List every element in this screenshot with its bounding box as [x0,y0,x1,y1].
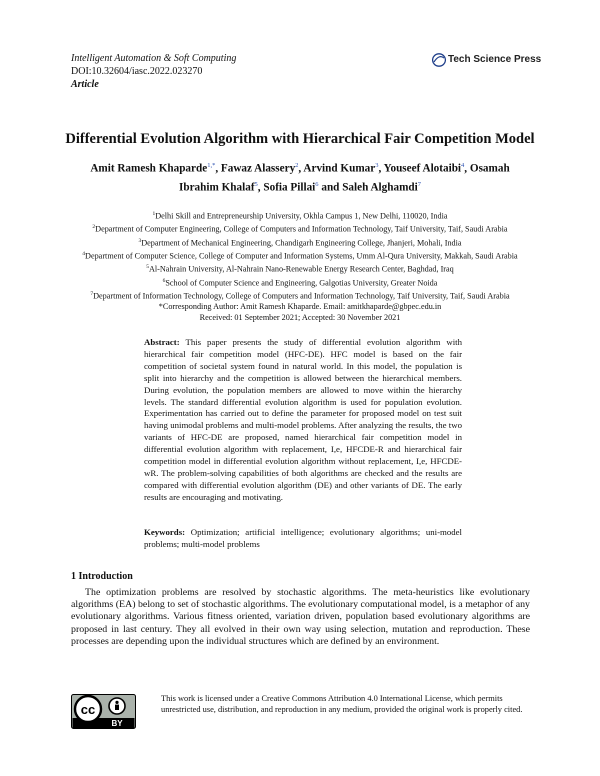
affiliation: $^7$Department of Information Technology, College of Computers and Information Technology, Taif University, Taif, Saudi Arabia [90,290,510,301]
keywords-label: Keywords: [144,527,186,537]
affiliation: $^2$Department of Computer Engineering, College of Computers and Information Technology, Taif University, Taif, Saudi Arabia [92,224,508,235]
affiliation: $^4$Department of Computer Science, College of Computer and Information Systems, Umm Al-Qura University, Makkah, Saudi Arabia [82,250,518,261]
affiliation: $^5$Al-Nahrain University, Al-Nahrain Nano-Renewable Energy Research Center, Baghdad, Iraq [146,264,454,275]
journal-name: Intelligent Automation & Soft Computing [71,53,237,64]
author-affil-sup[interactable]: 4 [461,162,465,169]
by-badge-text: BY [111,719,123,728]
keywords [144,527,462,551]
cc-by-license-badge[interactable] [71,694,136,729]
author: Osamah Ibrahim Khalaf [179,162,510,194]
author: Sofia Pillai [263,181,316,194]
author: Saleh Alghamdi [342,181,418,194]
author-list: Amit Ramesh Khaparde$^{1,*}$, Fawaz Alassery$^2$, Arvind Kumar$^3$, Youseef Alotaibi$^4$, Osamah Ibrahim Khalaf$^5$, Sofia Pillai$^6$ and Saleh Alghamdi$^7$ [90,162,510,194]
affiliations [50,209,550,323]
abstract-label: Abstract: [144,337,180,347]
license-text: This work is licensed under a Creative Commons Attribution 4.0 International License, which permits unrestricted use, distribution, and reproduction in any medium, provided the original work is properly cited. [161,694,523,714]
affiliation: $^6$School of Computer Science and Engineering, Galgotias University, Greater Noida [162,277,438,288]
section-heading-introduction: 1 Introduction [71,571,133,582]
abstract [144,337,462,504]
author-affil-sup[interactable]: 5 [254,180,258,188]
article-type: Article [71,79,99,90]
publisher-name: Tech Science Press [448,54,542,65]
keywords-text: Optimization; artificial intelligence; evolutionary algorithms; uni-model problems; multi-model problems [144,527,462,549]
corresponding-author: *Corresponding Author: Amit Ramesh Khaparde. Email: amitkhaparde@gbpec.edu.in [158,302,442,312]
cc-badge-text: cc [80,702,96,717]
author: Fawaz Alassery [220,162,296,175]
author-affil-sup[interactable]: 7 [417,180,421,188]
introduction-paragraph: The optimization problems are resolved by stochastic algorithms. The meta-heuristics like evolutionary algorithms (EA) belong to set of stochastic algorithms. The evolutionary computational model, is a metaphor of any evolutionary algorithms. Various fitness oriented, variation driven, population based evolutionary algorithms are proposed in last century. They all evolved in their own way using selection, mutation and reproduction. These processes are depending upon the individual structures which are defined by an environment. [71,587,530,647]
author-affil-sup[interactable]: 2 [295,162,299,169]
paper-title: Differential Evolution Algorithm with Hierarchical Fair Competition Model [65,131,535,147]
doi[interactable]: DOI:10.32604/iasc.2022.023270 [71,66,203,77]
author: Amit Ramesh Khaparde [90,162,208,175]
author-affil-sup[interactable]: 1,* [207,162,216,169]
journal-header [71,52,236,91]
author-affil-sup[interactable]: 6 [315,180,319,188]
affiliation: $^1$Delhi Skill and Entrepreneurship University, Okhla Campus 1, New Delhi, 110020, India [152,211,448,221]
publisher-logo [432,52,542,70]
author: Arvind Kumar [303,162,376,175]
affiliation: $^3$Department of Mechanical Engineering, Chandigarh Engineering College, Jhanjeri, Mohali, India [138,237,462,248]
author-affil-sup[interactable]: 3 [375,162,379,169]
abstract-text: This paper presents the study of differential evolution algorithm with hierarchical fair competition model (HFC-DE). HFC model is based on the fair competition of societal system found in natural world. In this model, the population is split into hierarchy and the competition is allowed between the hierarchical members. During evolution, the population members are allowed to move within the hierarchy levels. The standard differential evolution algorithm is used for population evolution. Experimentation has carried out to define the parameter for proposed model on test suit having unimodal problems and multi-model problems. After analyzing the results, the two variants of HFC-DE are proposed, named hierarchical fair competition model in differential evolution algorithm with replacement, I,e, HFCDE-R and hierarchical fair competition model in differential evolution algorithm without replacement, I,e, HFCDE-wR. The problem-solving capabilities of both algorithms are checked and the results are compared with differential evolution algorithm (DE) and other variants of DE. The early results are encouraging and motivating. [144,337,462,502]
author: Youseef Alotaibi [383,162,462,175]
tsp-logo-icon [432,53,446,67]
received-accepted-dates: Received: 01 September 2021; Accepted: 30 November 2021 [199,312,401,322]
